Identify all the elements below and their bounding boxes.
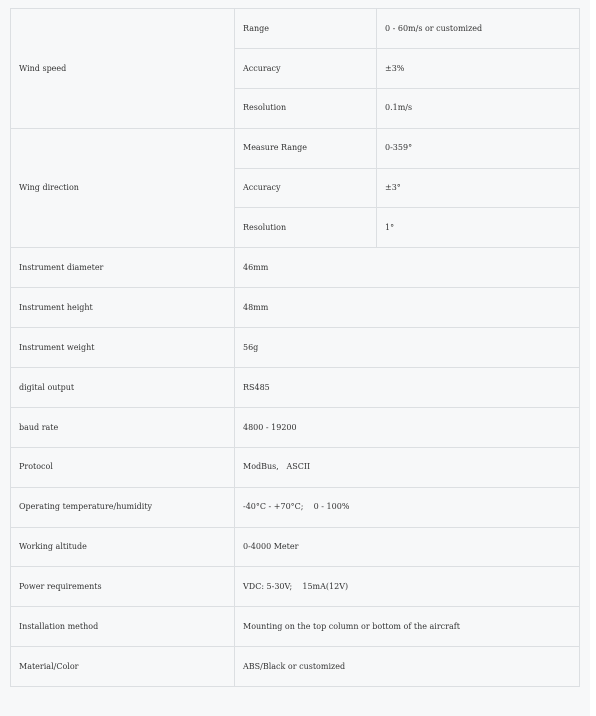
spec-label: Instrument weight: [11, 328, 235, 368]
spec-label: digital output: [11, 368, 235, 408]
spec-label: Material/Color: [11, 647, 235, 687]
wind-speed-range-value: 0 - 60m/s or customized: [377, 9, 580, 49]
spec-label: Instrument height: [11, 288, 235, 328]
wind-speed-resolution-value: 0.1m/s: [377, 88, 580, 128]
table-row: [11, 9, 580, 49]
specification-table: [10, 8, 580, 687]
page-right-edge: [590, 0, 596, 716]
table-row: [11, 487, 580, 527]
wing-direction-accuracy-label: Accuracy: [235, 168, 377, 208]
spec-value: 56g: [235, 328, 580, 368]
spec-value: VDC: 5-30V; 15mA(12V): [235, 567, 580, 607]
wind-speed-range-label: Range: [235, 9, 377, 49]
table-row: [11, 527, 580, 567]
wind-speed-label: Wind speed: [11, 9, 235, 129]
table-row: [11, 328, 580, 368]
wing-direction-range-label: Measure Range: [235, 128, 377, 168]
wind-speed-accuracy-value: ±3%: [377, 48, 580, 88]
spec-label: Power requirements: [11, 567, 235, 607]
table-row: [11, 288, 580, 328]
spec-value: -40°C - +70°C; 0 - 100%: [235, 487, 580, 527]
wing-direction-resolution-value: 1°: [377, 208, 580, 248]
spec-label: Installation method: [11, 607, 235, 647]
spec-value: 0-4000 Meter: [235, 527, 580, 567]
wing-direction-accuracy-value: ±3°: [377, 168, 580, 208]
table-row: [11, 407, 580, 447]
spec-label: Operating temperature/humidity: [11, 487, 235, 527]
spec-value: 48mm: [235, 288, 580, 328]
page-bottom-margin: [0, 700, 596, 716]
spec-value: 4800 - 19200: [235, 407, 580, 447]
table-row: [11, 447, 580, 487]
wind-speed-accuracy-label: Accuracy: [235, 48, 377, 88]
spec-value: 46mm: [235, 248, 580, 288]
wing-direction-range-value: 0-359°: [377, 128, 580, 168]
spec-label: Instrument diameter: [11, 248, 235, 288]
table-row: [11, 607, 580, 647]
spec-label: Protocol: [11, 447, 235, 487]
table-row: [11, 368, 580, 408]
spec-value: Mounting on the top column or bottom of the aircraft: [235, 607, 580, 647]
spec-value: ModBus, ASCII: [235, 447, 580, 487]
spec-value: ABS/Black or customized: [235, 647, 580, 687]
table-row: [11, 647, 580, 687]
spec-label: baud rate: [11, 407, 235, 447]
wind-speed-resolution-label: Resolution: [235, 88, 377, 128]
wing-direction-resolution-label: Resolution: [235, 208, 377, 248]
spec-label: Working altitude: [11, 527, 235, 567]
table-row: [11, 567, 580, 607]
spec-value: RS485: [235, 368, 580, 408]
table-row: [11, 248, 580, 288]
table-row: [11, 128, 580, 168]
wing-direction-label: Wing direction: [11, 128, 235, 248]
